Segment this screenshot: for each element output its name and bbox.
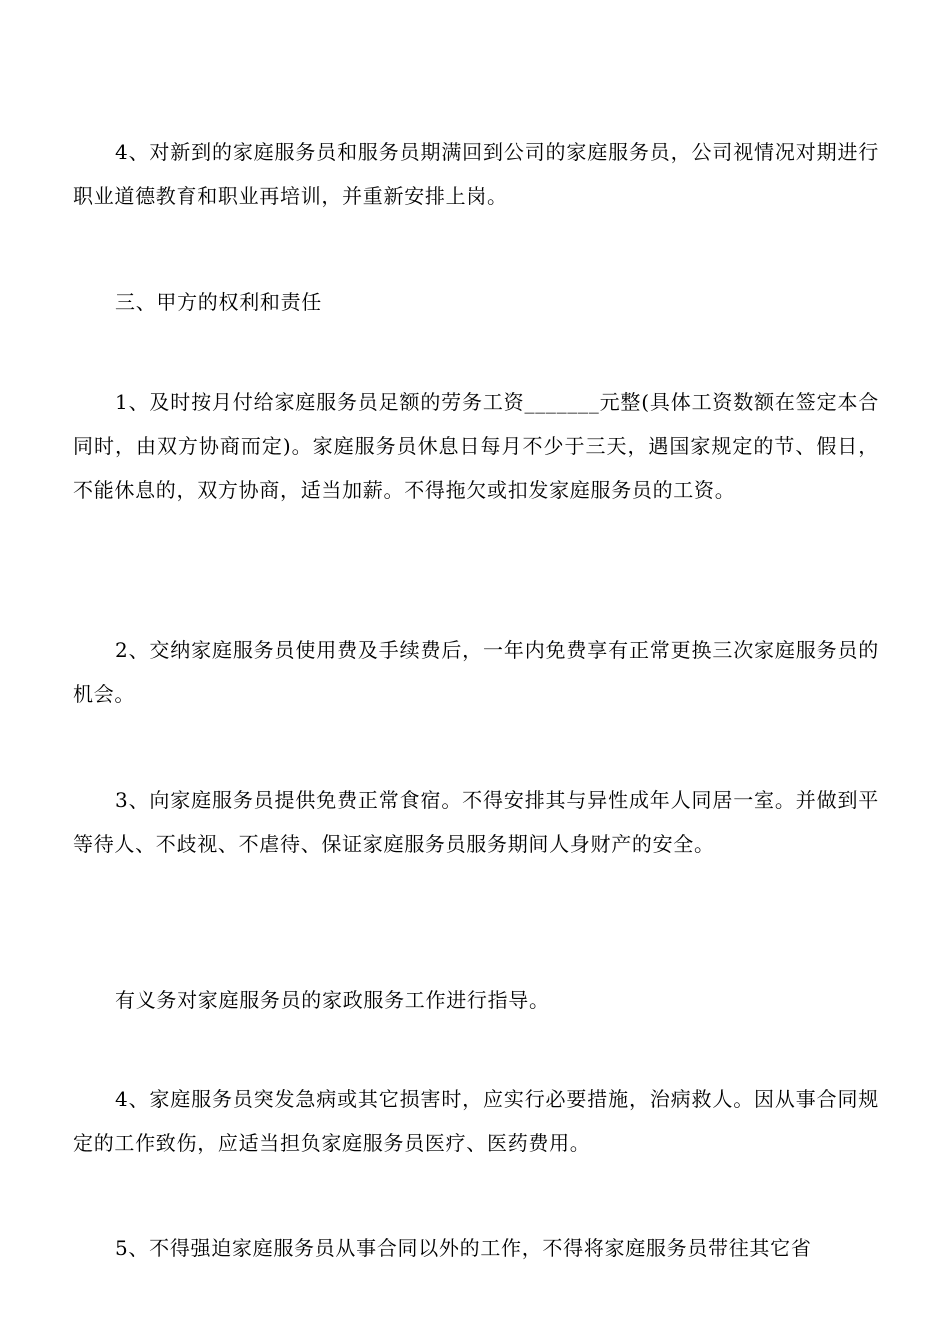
paragraph-wage-clause: 1、及时按月付给家庭服务员足额的劳务工资_______元整(具体工资数额在签定本合同时，由双方协商而定)。家庭服务员休息日每月不少于三天，遇国家规定的节、假日，不能休息的，双方协商，适当加薪。不得拖欠或扣发家庭服务员的工资。 (73, 390, 879, 502)
paragraph-room-board-clause: 3、向家庭服务员提供免费正常食宿。不得安排其与异性成年人同居一室。并做到平等待人、不歧视、不虐待、保证家庭服务员服务期间人身财产的安全。 (73, 788, 879, 856)
paragraph-retraining-clause: 4、对新到的家庭服务员和服务员期满回到公司的家庭服务员，公司视情况对期进行职业道德教育和职业再培训，并重新安排上岗。 (73, 140, 879, 208)
paragraph-scope-of-work-clause: 5、不得强迫家庭服务员从事合同以外的工作，不得将家庭服务员带往其它省 (115, 1236, 812, 1260)
paragraph-illness-injury-clause: 4、家庭服务员突发急病或其它损害时，应实行必要措施，治病救人。因从事合同规定的工作致伤，应适当担负家庭服务员医疗、医药费用。 (73, 1087, 879, 1155)
section-heading-party-a-rights: 三、甲方的权利和责任 (115, 290, 322, 314)
paragraph-guidance-clause: 有义务对家庭服务员的家政服务工作进行指导。 (115, 988, 550, 1012)
paragraph-replacement-clause: 2、交纳家庭服务员使用费及手续费后，一年内免费享有正常更换三次家庭服务员的机会。 (73, 638, 879, 706)
